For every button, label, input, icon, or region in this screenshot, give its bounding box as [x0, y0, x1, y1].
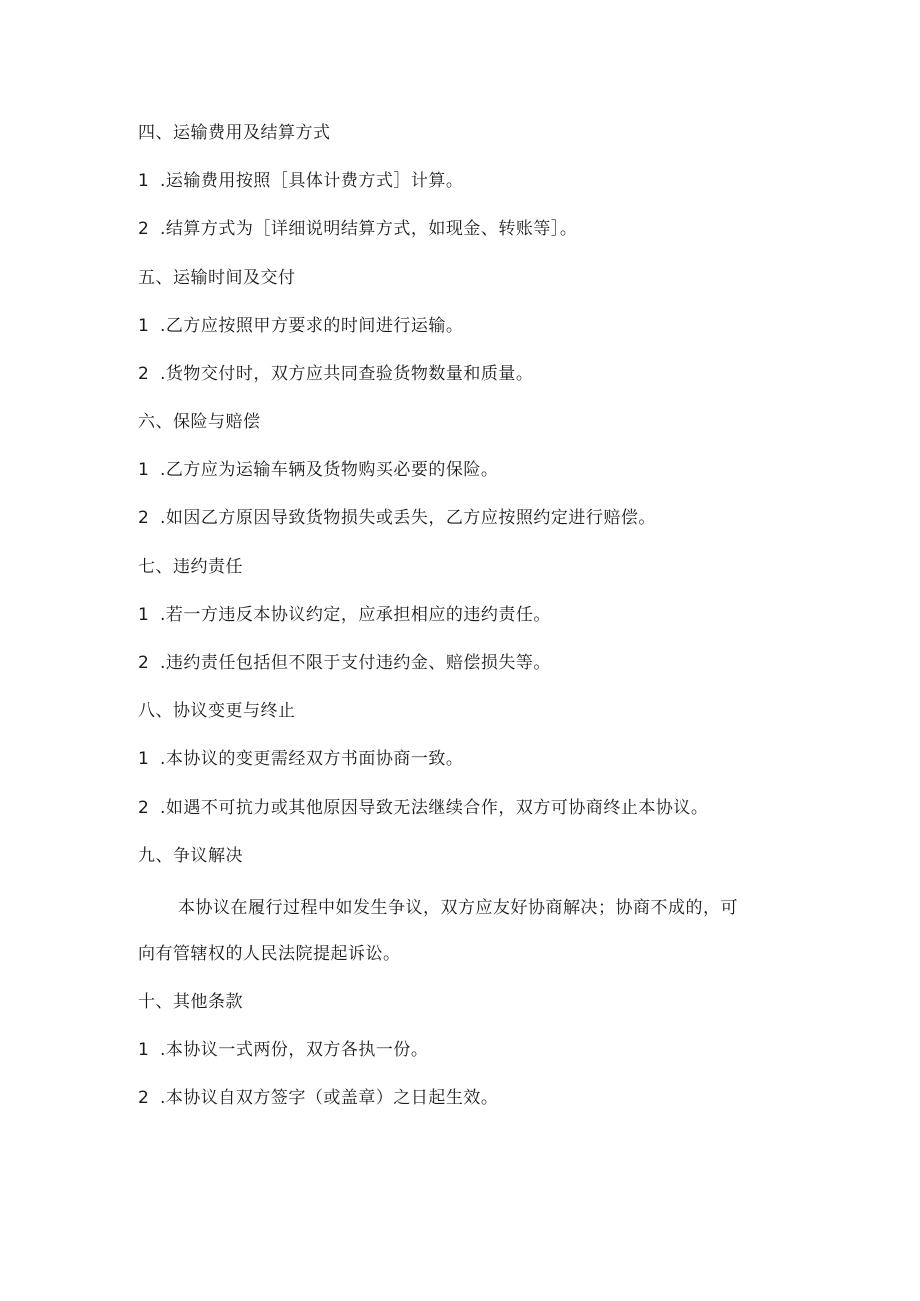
- section-heading-7: 七、违约责任: [138, 557, 243, 577]
- clause-4-2: [138, 217, 577, 241]
- clause-text: .本协议自双方签字（或盖章）之日起生效。: [160, 1088, 499, 1108]
- clause-7-1: [138, 603, 551, 627]
- clause-8-2: [138, 796, 708, 820]
- clause-text: .如因乙方原因导致货物损失或丢失，乙方应按照约定进行赔偿。: [160, 508, 656, 528]
- clause-10-2: [138, 1086, 498, 1110]
- clause-number: 2: [138, 219, 150, 239]
- clause-text: .如遇不可抗力或其他原因导致无法继续合作，双方可协商终止本协议。: [160, 798, 709, 818]
- clause-number: 2: [138, 364, 150, 384]
- clause-number: 1: [138, 605, 150, 625]
- section-heading-6: 六、保险与赔偿: [138, 412, 261, 432]
- clause-10-1: [138, 1038, 428, 1062]
- clause-5-1: [138, 314, 463, 338]
- clause-text: .运输费用按照［具体计费方式］计算。: [160, 171, 464, 191]
- clause-text: .乙方应为运输车辆及货物购买必要的保险。: [160, 460, 499, 480]
- clause-number: 2: [138, 653, 150, 673]
- clause-7-2: [138, 651, 551, 675]
- clause-number: 2: [138, 508, 150, 528]
- clause-text: .本协议一式两份，双方各执一份。: [160, 1040, 429, 1060]
- clause-number: 1: [138, 749, 150, 769]
- section-heading-4: 四、运输费用及结算方式: [138, 123, 331, 143]
- clause-number: 1: [138, 460, 150, 480]
- clause-text: .若一方违反本协议约定，应承担相应的违约责任。: [160, 605, 551, 625]
- clause-text: .货物交付时，双方应共同查验货物数量和质量。: [160, 364, 534, 384]
- section-heading-8: 八、协议变更与终止: [138, 701, 296, 721]
- clause-text: .违约责任包括但不限于支付违约金、赔偿损失等。: [160, 653, 551, 673]
- clause-number: 1: [138, 171, 150, 191]
- dispute-paragraph-continued: 向有管辖权的人民法院提起诉讼。: [138, 944, 401, 964]
- clause-5-2: [138, 362, 533, 386]
- dispute-paragraph: 本协议在履行过程中如发生争议，双方应友好协商解决；协商不成的，可: [178, 898, 738, 918]
- clause-6-1: [138, 458, 498, 482]
- clause-8-1: [138, 747, 463, 771]
- clause-number: 1: [138, 316, 150, 336]
- section-heading-9: 九、争议解决: [138, 846, 243, 866]
- clause-text: .乙方应按照甲方要求的时间进行运输。: [160, 316, 464, 336]
- clause-number: 1: [138, 1040, 150, 1060]
- clause-6-2: [138, 506, 656, 530]
- clause-number: 2: [138, 798, 150, 818]
- clause-text: .结算方式为［详细说明结算方式，如现金、转账等］。: [160, 219, 578, 239]
- section-heading-10: 十、其他条款: [138, 992, 243, 1012]
- section-heading-5: 五、运输时间及交付: [138, 268, 296, 288]
- clause-4-1: [138, 169, 463, 193]
- clause-text: .本协议的变更需经双方书面协商一致。: [160, 749, 464, 769]
- clause-number: 2: [138, 1088, 150, 1108]
